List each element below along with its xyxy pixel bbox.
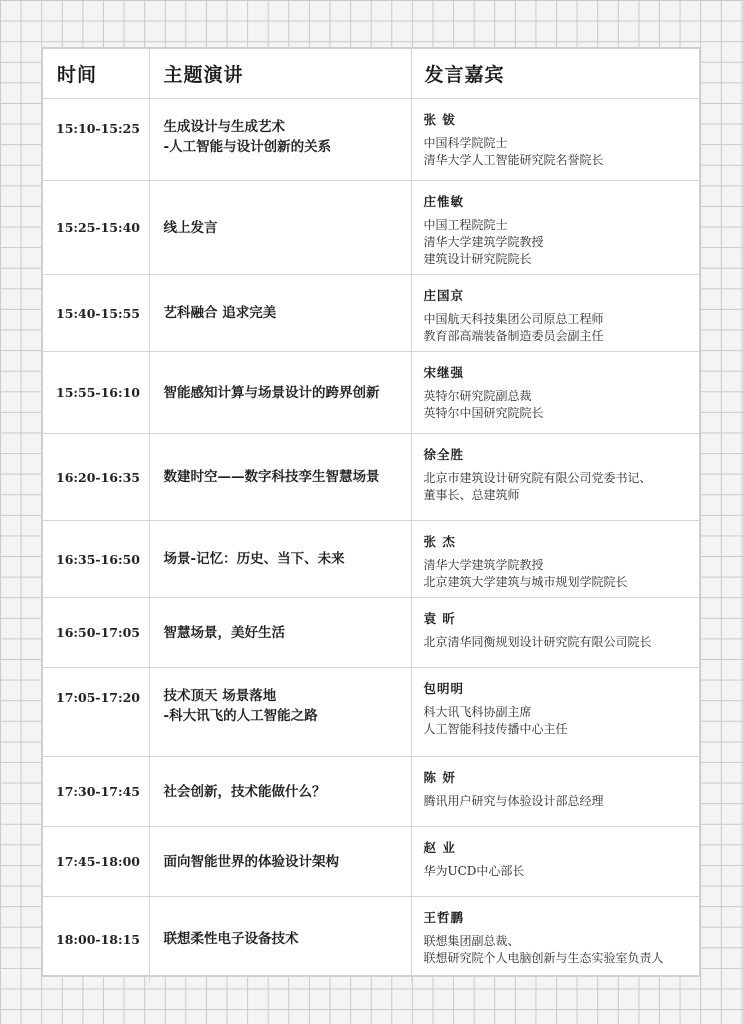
topic-cell xyxy=(149,434,411,521)
topic-cell xyxy=(149,668,411,757)
speaker-name: 陈 妍 xyxy=(423,770,456,785)
table-row xyxy=(43,434,699,521)
time-cell: 17:30-17:45 xyxy=(43,757,149,827)
header-speaker: 发言嘉宾 xyxy=(411,49,699,99)
topic-cell xyxy=(149,827,411,897)
speaker-cell xyxy=(411,598,699,668)
topic-line: 智慧场景，美好生活 xyxy=(163,624,285,641)
time-cell: 15:40-15:55 xyxy=(43,275,149,352)
table-row xyxy=(43,598,699,668)
speaker-cell xyxy=(411,668,699,757)
speaker-name: 袁 昕 xyxy=(423,611,456,626)
speaker-cell xyxy=(411,352,699,434)
speaker-name: 徐全胜 xyxy=(423,447,465,462)
time-cell: 15:25-15:40 xyxy=(43,181,149,275)
topic-line: -科大讯飞的人工智能之路 xyxy=(163,708,318,724)
topic-line: 生成设计与生成艺术 xyxy=(163,119,285,135)
speaker-cell xyxy=(411,521,699,598)
header-topic: 主题演讲 xyxy=(149,49,411,99)
topic-cell xyxy=(149,99,411,181)
speaker-name: 宋继强 xyxy=(423,365,465,380)
speaker-title: 中国航天科技集团公司原总工程师 xyxy=(423,312,604,326)
speaker-cell xyxy=(411,757,699,827)
speaker-title: 英特尔中国研究院院长 xyxy=(423,406,544,420)
topic-cell xyxy=(149,598,411,668)
speaker-name: 王哲鹏 xyxy=(423,910,465,925)
speaker-cell xyxy=(411,181,699,275)
time-cell: 15:10-15:25 xyxy=(43,99,149,181)
topic-line: 联想柔性电子设备技术 xyxy=(163,931,299,948)
topic-cell xyxy=(149,897,411,982)
speaker-name: 张 杰 xyxy=(423,534,456,549)
speaker-title: 北京清华同衡规划设计研究院有限公司院长 xyxy=(423,635,652,649)
speaker-title: 联想集团副总裁、 xyxy=(423,934,520,948)
schedule-table xyxy=(43,49,699,982)
speaker-title: 清华大学建筑学院教授 xyxy=(423,558,544,572)
table-row xyxy=(43,181,699,275)
table-row xyxy=(43,521,699,598)
topic-line: 智能感知计算与场景设计的跨界创新 xyxy=(163,384,380,401)
speaker-title: 中国科学院院士 xyxy=(423,136,508,150)
speaker-name: 庄国京 xyxy=(423,288,465,303)
speaker-title: 科大讯飞科协副主席 xyxy=(423,705,532,719)
time-cell: 16:35-16:50 xyxy=(43,521,149,598)
speaker-title: 北京建筑大学建筑与城市规划学院院长 xyxy=(423,575,628,589)
speaker-title: 英特尔研究院副总裁 xyxy=(423,389,532,403)
speaker-cell xyxy=(411,99,699,181)
table-row xyxy=(43,757,699,827)
time-cell: 17:45-18:00 xyxy=(43,827,149,897)
speaker-cell xyxy=(411,897,699,982)
topic-line: 面向智能世界的体验设计架构 xyxy=(163,853,339,870)
speaker-name: 张 钹 xyxy=(423,112,456,127)
topic-line: -人工智能与设计创新的关系 xyxy=(163,139,332,155)
topic-cell xyxy=(149,181,411,275)
speaker-title: 董事长、总建筑师 xyxy=(423,488,520,502)
topic-line: 技术顶天 场景落地 xyxy=(163,688,277,704)
topic-line: 艺科融合 追求完美 xyxy=(163,305,277,321)
speaker-cell xyxy=(411,434,699,521)
topic-cell xyxy=(149,352,411,434)
table-row xyxy=(43,99,699,181)
topic-cell xyxy=(149,275,411,352)
topic-line: 社会创新，技术能做什么？ xyxy=(163,783,326,800)
speaker-title: 教育部高端装备制造委员会副主任 xyxy=(423,329,604,343)
time-cell: 15:55-16:10 xyxy=(43,352,149,434)
time-cell: 16:50-17:05 xyxy=(43,598,149,668)
topic-line: 场景-记忆：历史、当下、未来 xyxy=(163,551,345,567)
table-row xyxy=(43,827,699,897)
speaker-cell xyxy=(411,275,699,352)
header-time: 时间 xyxy=(43,49,149,99)
topic-cell xyxy=(149,521,411,598)
schedule-body xyxy=(43,99,699,982)
speaker-name: 庄惟敏 xyxy=(423,194,465,209)
topic-line: 线上发言 xyxy=(163,219,218,236)
table-row xyxy=(43,352,699,434)
schedule-sheet xyxy=(41,47,701,977)
speaker-title: 北京市建筑设计研究院有限公司党委书记、 xyxy=(423,471,652,485)
topic-cell xyxy=(149,757,411,827)
speaker-title: 腾讯用户研究与体验设计部总经理 xyxy=(423,794,604,808)
speaker-name: 包明明 xyxy=(423,681,465,696)
header-row xyxy=(43,49,699,99)
speaker-title: 中国工程院院士 xyxy=(423,218,508,232)
speaker-title: 清华大学人工智能研究院名誉院长 xyxy=(423,153,604,167)
time-cell: 17:05-17:20 xyxy=(43,668,149,757)
time-cell: 18:00-18:15 xyxy=(43,897,149,982)
table-row xyxy=(43,897,699,982)
speaker-title: 清华大学建筑学院教授 xyxy=(423,235,544,249)
speaker-title: 人工智能科技传播中心主任 xyxy=(423,722,568,736)
table-row xyxy=(43,275,699,352)
topic-line: 数建时空——数字科技孪生智慧场景 xyxy=(163,469,380,485)
speaker-name: 赵 业 xyxy=(423,840,456,855)
speaker-title: 联想研究院个人电脑创新与生态实验室负责人 xyxy=(423,951,664,965)
time-cell: 16:20-16:35 xyxy=(43,434,149,521)
speaker-title: 华为UCD中心部长 xyxy=(423,864,525,878)
table-row xyxy=(43,668,699,757)
speaker-cell xyxy=(411,827,699,897)
speaker-title: 建筑设计研究院院长 xyxy=(423,252,532,266)
